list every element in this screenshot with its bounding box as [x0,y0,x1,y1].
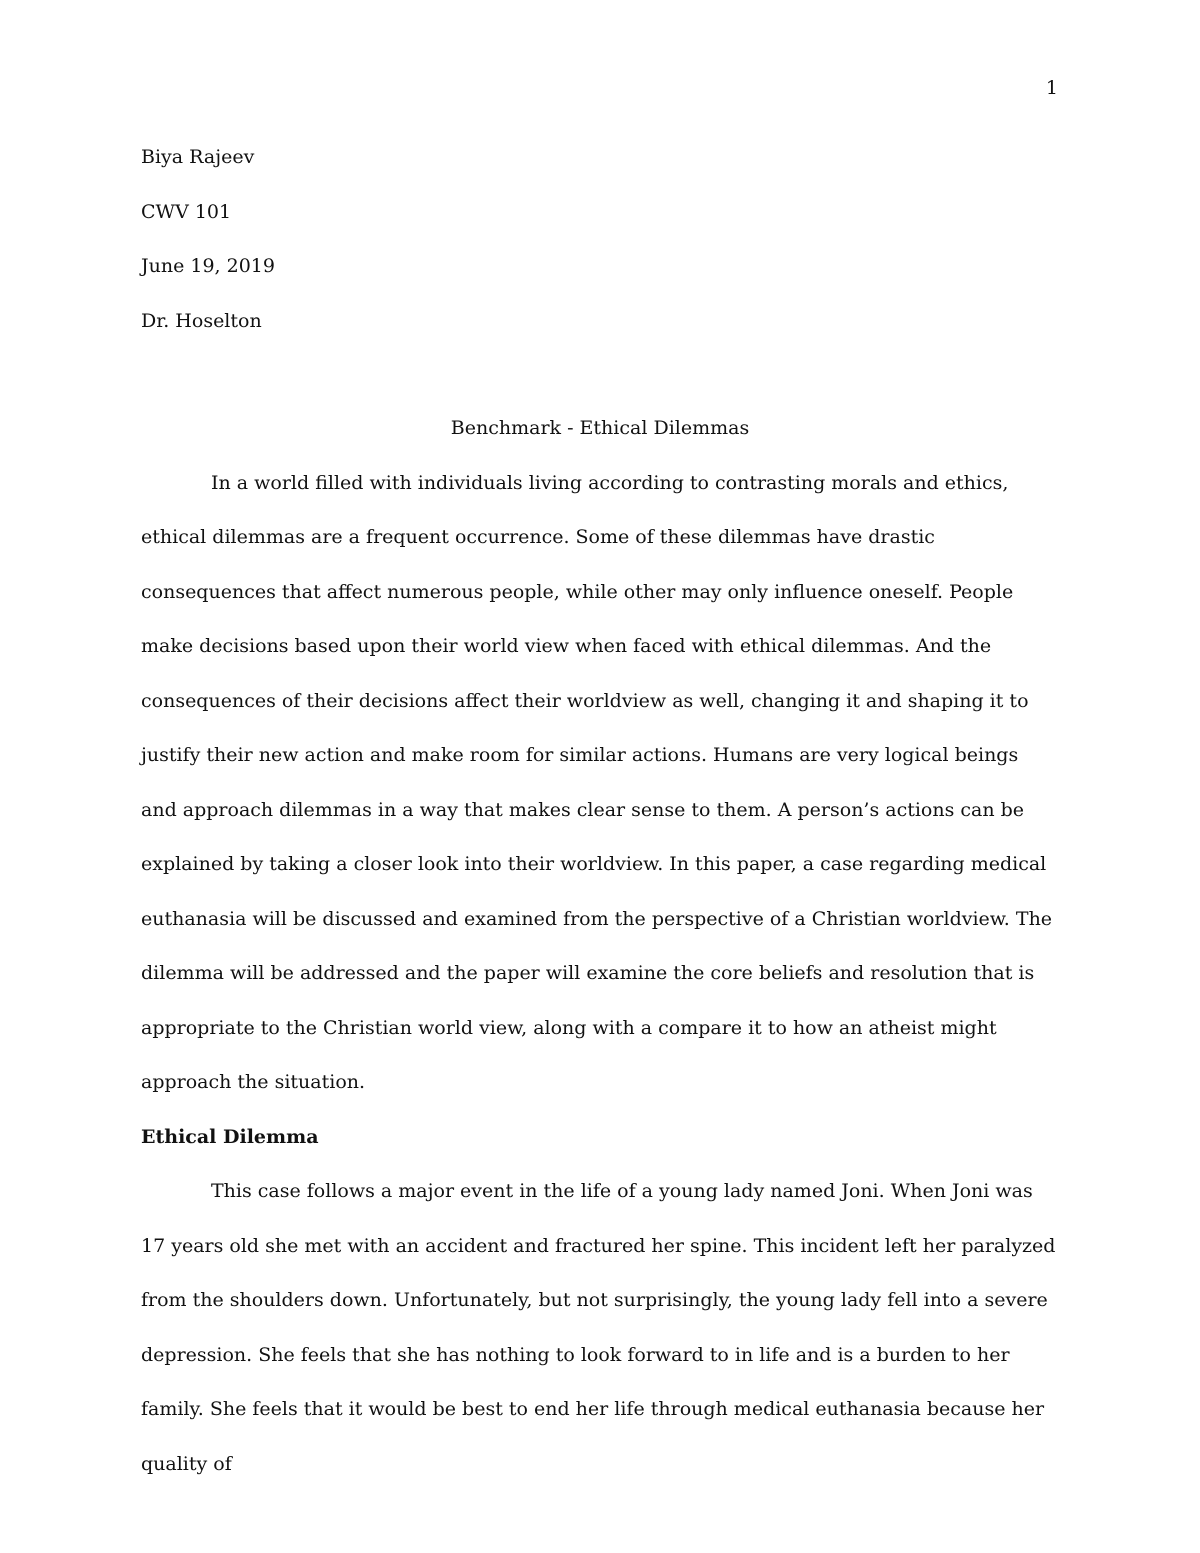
intro-paragraph: In a world filled with individuals living according to contrasting morals and ethics, ethical dilemmas are a frequent occurrence. Some of these dilemmas have drastic consequences that affect numerous people, while other may only influence oneself. People make decisions based upon their world view when faced with ethical dilemmas. And the consequences of their decisions affect their worldview as well, changing it and shaping it to justify their new action and make room for similar actions. Humans are very logical beings and approach dilemmas in a way that makes clear sense to them. A person’s actions can be explained by taking a closer look into their worldview. In this paper, a case regarding medical euthanasia will be discussed and examined from the perspective of a Christian worldview. The dilemma will be addressed and the paper will examine the core beliefs and resolution that is appropriate to the Christian world view, along with a compare it to how an atheist might approach the situation. [141,471,1053,1093]
course-name: CWV 101 [141,200,232,223]
document-body [141,143,1059,1491]
author-name: Biya Rajeev [141,146,255,168]
instructor-name: Dr. Hoselton [141,309,262,332]
section-paragraph: This case follows a major event in the life of a young lady named Joni. When Joni was 17 years old she met with an accident and fractured her spine. This incident left her paralyzed from the shoulders down. Unfortunately, but not surprisingly, the young lady fell into a severe depression. She feels that she has nothing to look forward to in life and is a burden to her family. She feels that it would be best to end her life through medical euthanasia because her quality of [141,1180,1056,1475]
page-number: 1 [1045,77,1058,99]
paper-title: Benchmark - Ethical Dilemmas [450,417,750,439]
section-heading: Ethical Dilemma [141,1125,319,1148]
spacer [141,361,1059,414]
submission-date: June 19, 2019 [141,255,275,277]
